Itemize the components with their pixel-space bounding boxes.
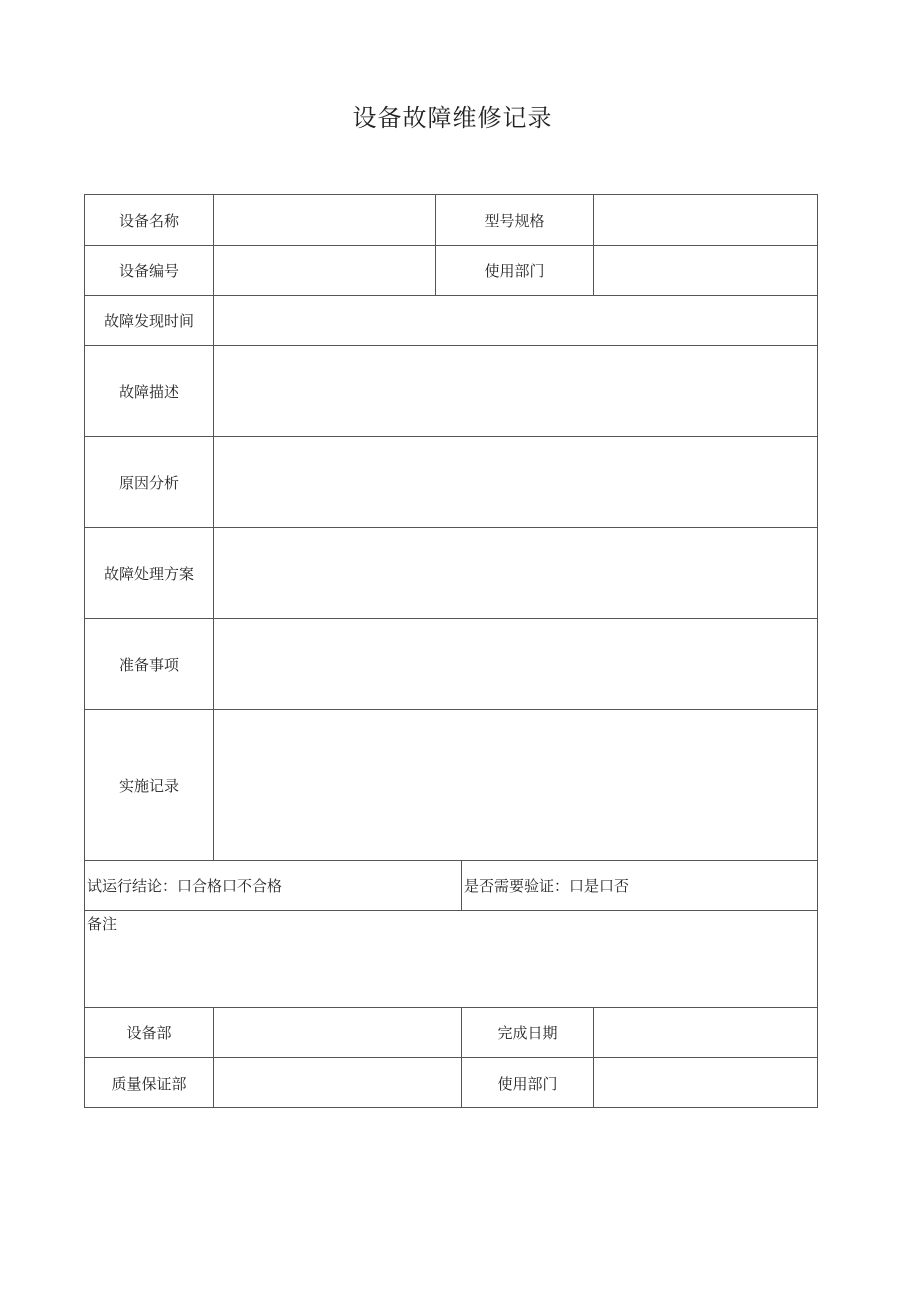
label-qa-dept: 质量保证部 (84, 1057, 213, 1108)
label-cause-analysis: 原因分析 (84, 436, 213, 527)
label-fault-plan: 故障处理方案 (84, 527, 213, 618)
trial-run-conclusion[interactable]: 试运行结论：口合格口不合格 (84, 860, 461, 910)
field-signoff-using-dept[interactable] (593, 1057, 818, 1108)
maintenance-record-form (84, 194, 818, 1108)
field-completion-date[interactable] (593, 1007, 818, 1057)
field-fault-time[interactable] (213, 295, 818, 345)
label-model-spec: 型号规格 (435, 194, 593, 245)
label-implementation: 实施记录 (84, 709, 213, 860)
field-fault-desc[interactable] (213, 345, 818, 436)
label-using-dept: 使用部门 (435, 245, 593, 295)
label-signoff-using-dept: 使用部门 (461, 1057, 593, 1108)
label-equipment-dept: 设备部 (84, 1007, 213, 1057)
field-equipment-name[interactable] (213, 194, 435, 245)
field-implementation[interactable] (213, 709, 818, 860)
label-equipment-name: 设备名称 (84, 194, 213, 245)
remarks-field[interactable] (84, 910, 818, 1007)
label-preparation: 准备事项 (84, 618, 213, 709)
field-preparation[interactable] (213, 618, 818, 709)
label-completion-date: 完成日期 (461, 1007, 593, 1057)
page-title: 设备故障维修记录 (352, 104, 553, 132)
field-equipment-dept[interactable] (213, 1007, 461, 1057)
field-equipment-no[interactable] (213, 245, 435, 295)
field-cause-analysis[interactable] (213, 436, 818, 527)
verification-required[interactable]: 是否需要验证：口是口否 (461, 860, 818, 910)
field-model-spec[interactable] (593, 194, 818, 245)
field-qa-dept[interactable] (213, 1057, 461, 1108)
remarks-label: 备注 (87, 915, 118, 933)
field-fault-plan[interactable] (213, 527, 818, 618)
field-using-dept[interactable] (593, 245, 818, 295)
label-fault-desc: 故障描述 (84, 345, 213, 436)
label-equipment-no: 设备编号 (84, 245, 213, 295)
label-fault-time: 故障发现时间 (84, 295, 213, 345)
